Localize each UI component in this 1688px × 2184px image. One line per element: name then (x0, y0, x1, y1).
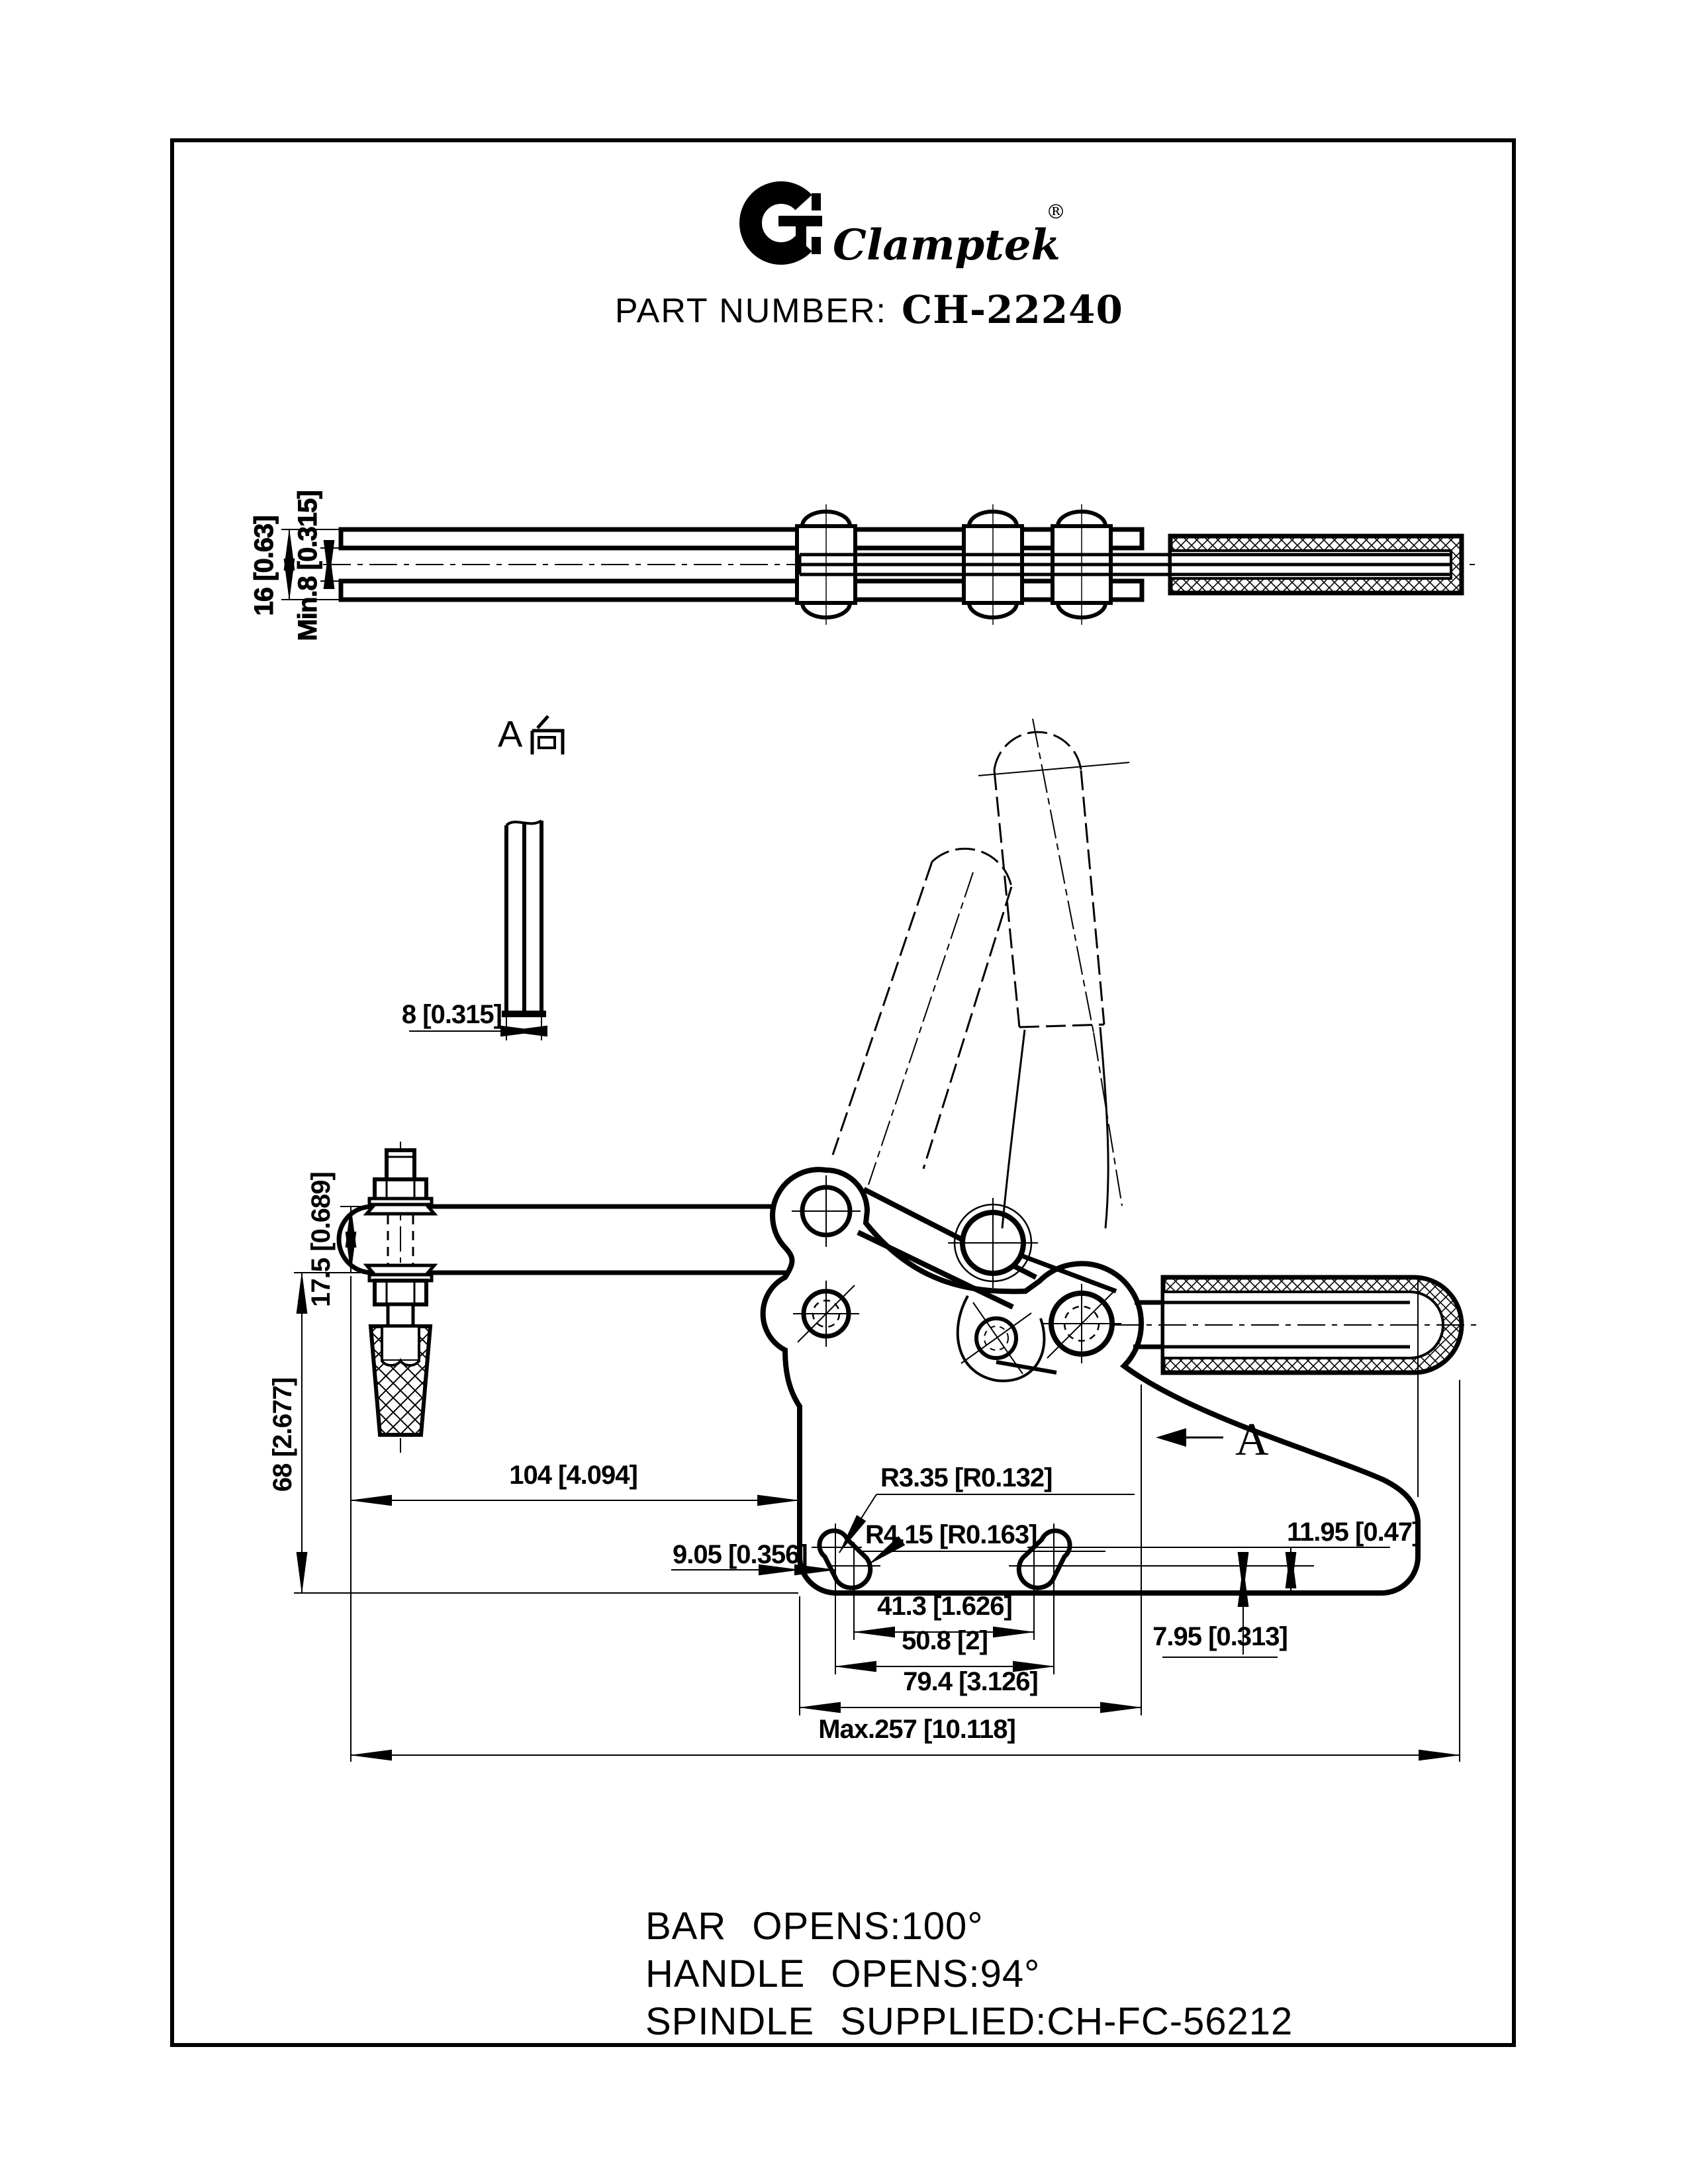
view-direction-letter: A (1235, 1414, 1269, 1465)
top-view (250, 490, 1477, 641)
cjk-xiang-glyph (532, 716, 563, 754)
dim-bar-thickness: 17.5 [0.689] (306, 1172, 336, 1307)
view-a-label: A (498, 713, 523, 754)
note-spindle-supplied: SPINDLE SUPPLIED:CH-FC-56212 (645, 2000, 1293, 2043)
note-bar-opens: BAR OPENS:100° (645, 1905, 984, 1948)
dim-slot-span-inner: 41.3 [1.626] (877, 1592, 1012, 1621)
dim-slot-span: 50.8 [2] (902, 1626, 988, 1655)
brand-name: Clamptek (833, 220, 1060, 270)
dim-max-length: Max.257 [10.118] (818, 1715, 1015, 1744)
dim-top-height: 16 [0.63] (250, 516, 279, 616)
part-number-label: PART NUMBER: (614, 292, 887, 330)
registered-mark: ® (1046, 201, 1066, 224)
drawing-frame (172, 140, 1514, 2045)
dim-slot-bottom-offset: 7.95 [0.313] (1152, 1622, 1288, 1651)
spindle-assembly (367, 1142, 434, 1453)
dim-top-inner: Min.8 [0.315] (293, 490, 322, 641)
bar-end-cap (339, 1206, 372, 1273)
dim-slot-edge: 9.05 [0.356] (673, 1540, 808, 1569)
dim-base-width: 79.4 [3.126] (903, 1667, 1038, 1696)
dim-slot-top-offset: 11.95 [0.47] (1287, 1518, 1421, 1547)
dim-a-width: 8 [0.315] (401, 1000, 502, 1029)
dim-slot-r-small: R3.35 [R0.132] (880, 1463, 1053, 1492)
dim-bar-reach: 104 [4.094] (509, 1461, 637, 1490)
dim-base-height: 68 [2.677] (268, 1377, 297, 1492)
part-number-value: CH-22240 (902, 287, 1123, 332)
phantom-open-position (833, 719, 1129, 1228)
note-handle-opens: HANDLE OPENS:94° (645, 1952, 1041, 1995)
dim-slot-r-big: R4.15 [R0.163] (865, 1520, 1037, 1549)
brand-logo-icon (751, 193, 822, 254)
